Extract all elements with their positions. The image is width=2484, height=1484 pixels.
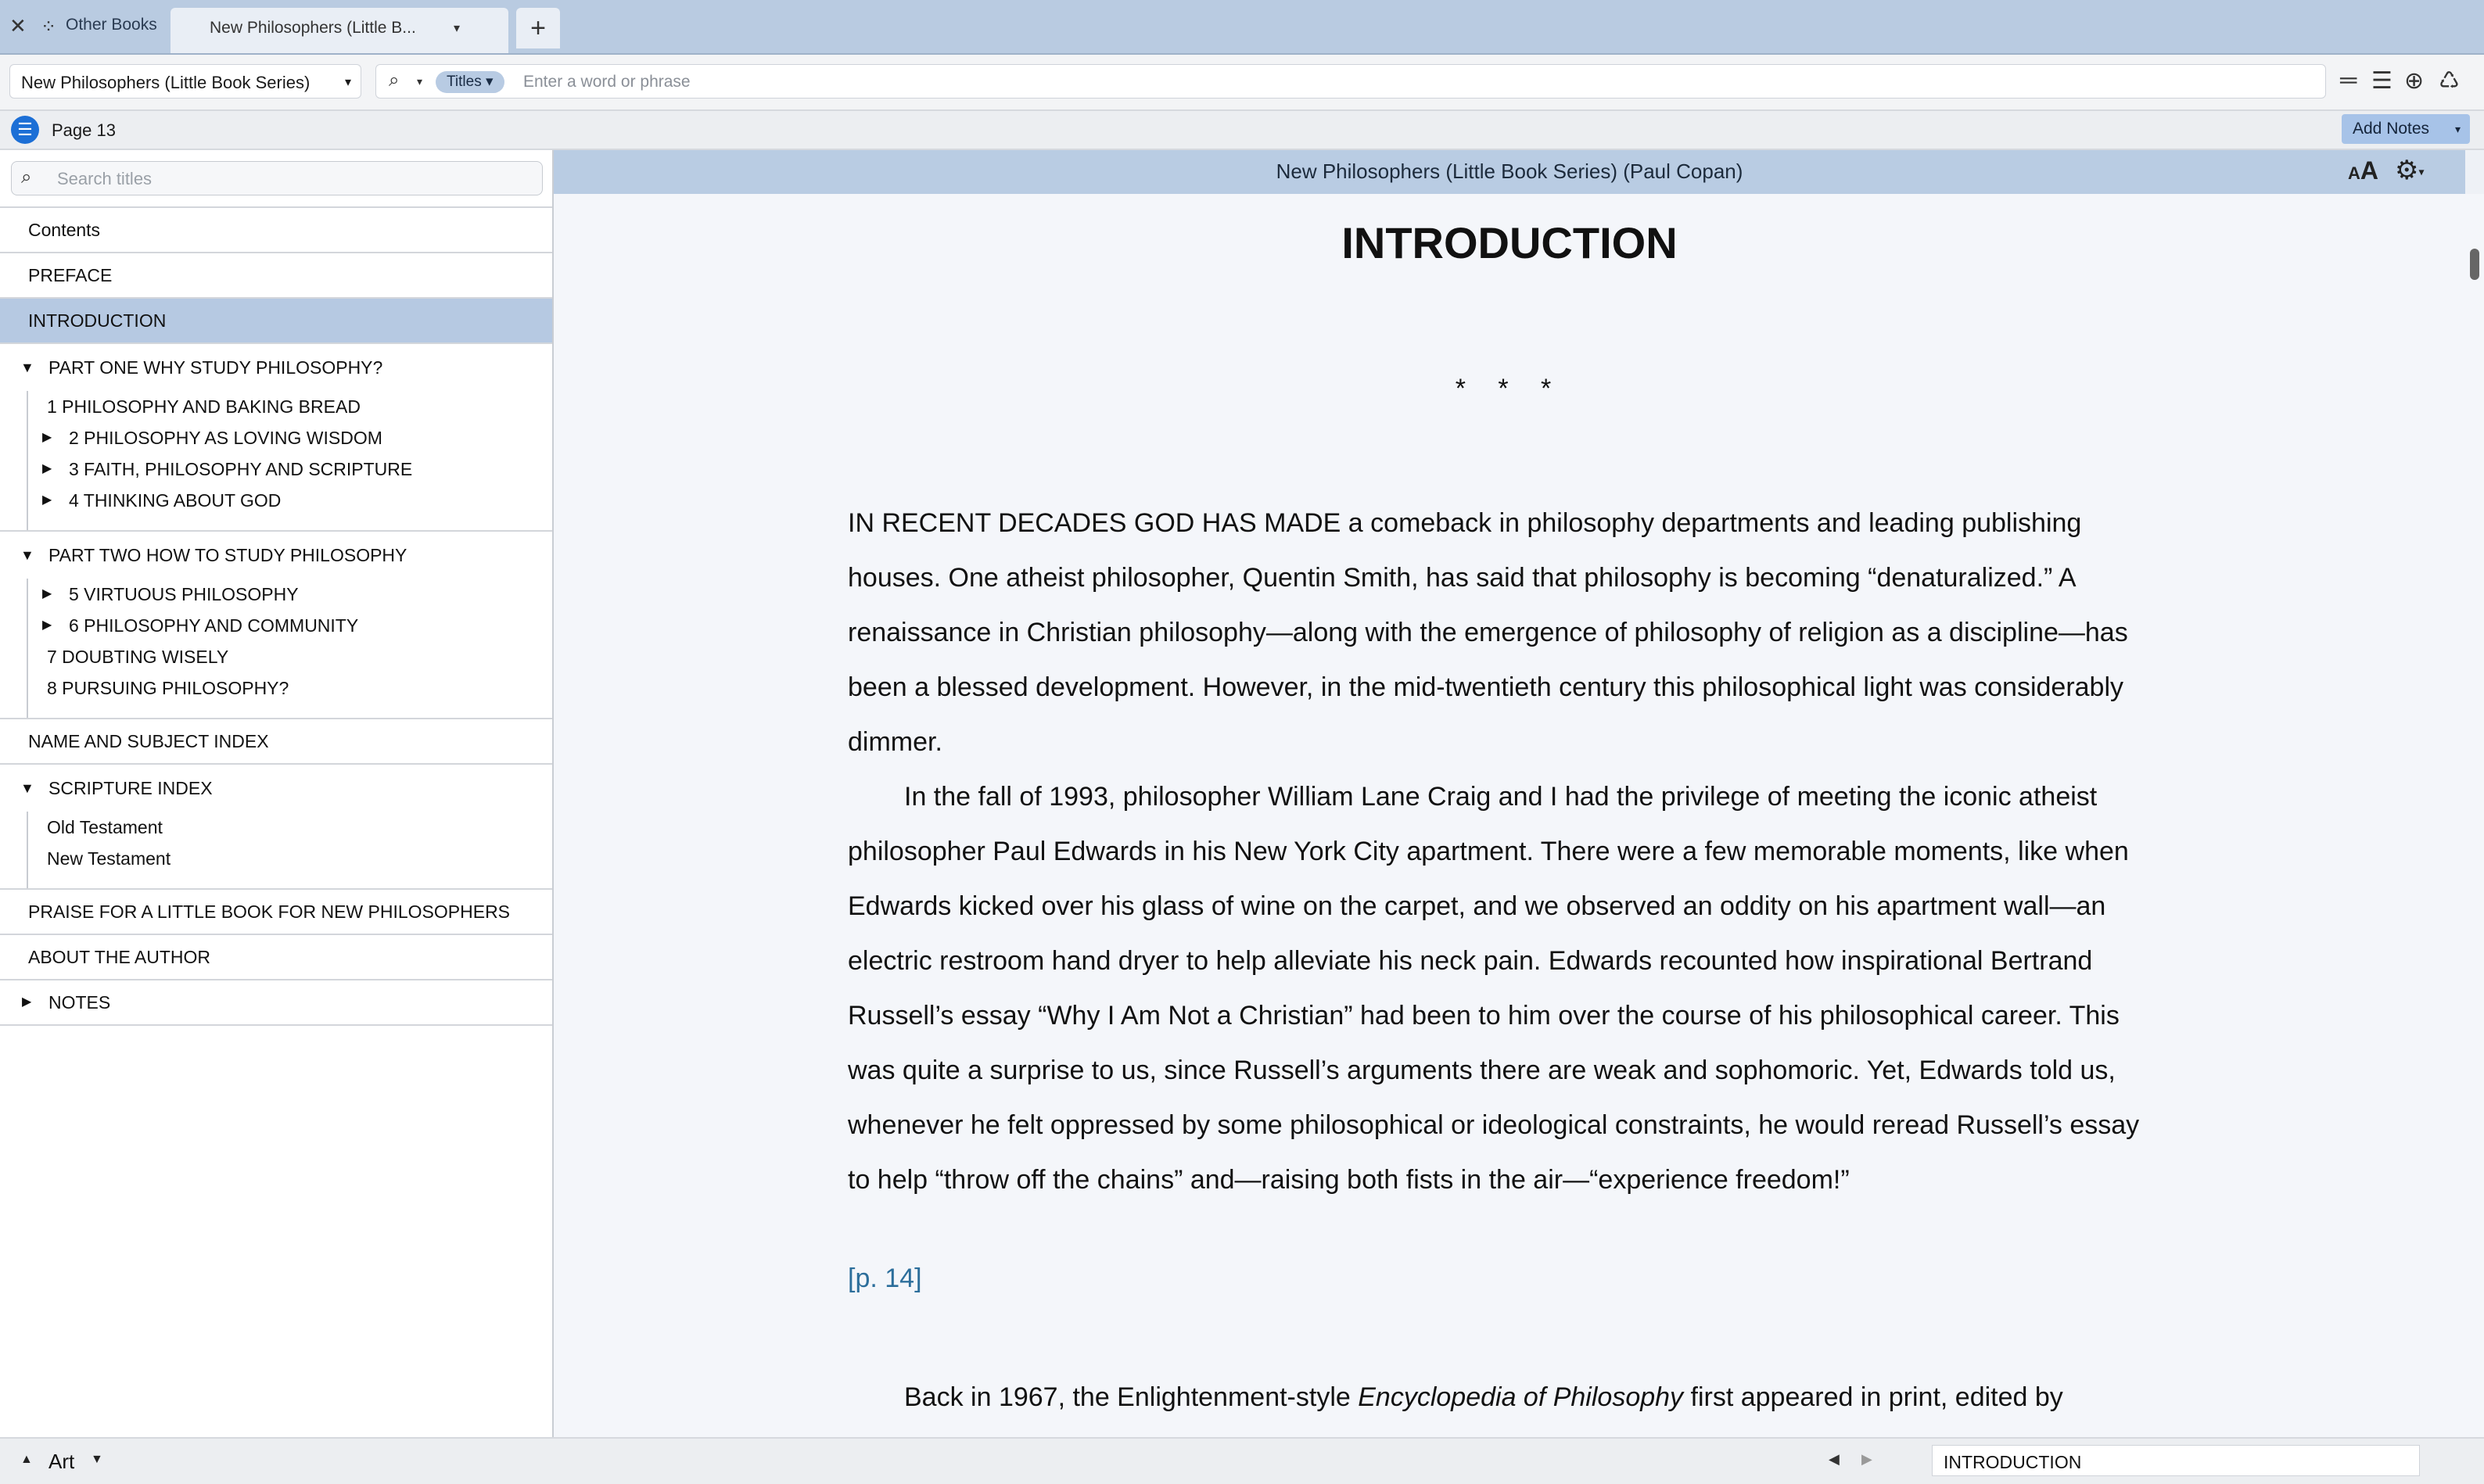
toc-part-one-children	[27, 391, 552, 530]
toc-item-chapter-5[interactable]	[28, 579, 552, 610]
add-tab-button[interactable]: +	[516, 8, 560, 48]
section-break: * * *	[1455, 374, 1564, 403]
toc-group-scripture-index	[0, 763, 552, 888]
title-search-input[interactable]	[56, 167, 528, 191]
expand-triangle-icon[interactable]: ▶	[22, 995, 32, 1009]
font-size-large-glyph: A	[2360, 156, 2378, 185]
toolbar	[0, 55, 2484, 111]
search-icon[interactable]: ⌕	[389, 70, 400, 91]
search-input[interactable]	[522, 70, 2245, 95]
paragraph	[848, 1370, 2162, 1425]
add-notes-label: Add Notes	[2353, 120, 2430, 138]
expand-triangle-icon[interactable]: ▶	[42, 493, 52, 507]
expand-triangle-icon[interactable]: ▶	[42, 431, 52, 444]
list-view-icon[interactable]: ☰	[2371, 68, 2392, 94]
book-title-italic: Encyclopedia of Philosophy	[1358, 1382, 1684, 1412]
body-text	[848, 1370, 2162, 1425]
add-circle-icon[interactable]: ⊕	[2404, 68, 2425, 94]
toc-part-two-label: PART TWO HOW TO STUDY PHILOSOPHY	[48, 545, 407, 565]
toc-item-about-author[interactable]: ABOUT THE AUTHOR	[0, 934, 552, 979]
location-field[interactable]: INTRODUCTION	[1932, 1445, 2420, 1476]
next-page-icon[interactable]: ▶	[1861, 1451, 1872, 1467]
close-icon[interactable]: ✕	[9, 14, 27, 38]
toc-item-chapter-1[interactable]: 1 PHILOSOPHY AND BAKING BREAD	[47, 396, 361, 417]
page-number: Page 13	[52, 120, 116, 140]
toc-part-one-label: PART ONE WHY STUDY PHILOSOPHY?	[48, 357, 383, 378]
toc-item-notes[interactable]	[0, 979, 552, 1024]
page-row	[0, 111, 2484, 150]
chevron-down-icon[interactable]: ▾	[454, 22, 461, 35]
toc-item-new-testament[interactable]: New Testament	[47, 848, 171, 869]
collapse-triangle-icon[interactable]: ▼	[20, 360, 34, 375]
toc-item-scripture-index[interactable]	[0, 765, 552, 812]
toc-group-part-two	[0, 530, 552, 718]
sidebar-toc	[0, 150, 554, 1437]
drag-handle-icon[interactable]: ⁘	[41, 16, 57, 38]
collapse-triangle-icon[interactable]: ▼	[20, 547, 34, 563]
chevron-down-icon[interactable]: ▼	[91, 1453, 103, 1466]
toc-chapter-2-label: 2 PHILOSOPHY AS LOVING WISDOM	[69, 428, 382, 448]
toc-item-chapter-3[interactable]	[28, 453, 552, 485]
tab-active-book[interactable]	[171, 8, 508, 53]
add-notes-button[interactable]	[2342, 114, 2470, 144]
toc-item-chapter-2[interactable]	[28, 422, 552, 453]
font-size-small-glyph: A	[2348, 163, 2360, 183]
reader-pane	[554, 194, 2465, 1437]
toc-notes-label: NOTES	[48, 992, 111, 1013]
toc-item-introduction[interactable]: INTRODUCTION	[0, 297, 552, 342]
paragraph-end: first appeared in print, edited by	[1683, 1382, 2063, 1412]
paragraph: In the fall of 1993, philosopher William Lane Craig and I had the privilege of meeting the iconic atheist philosopher Paul Edwards in his New York City apartment. There were a few memorable moments, like when Edwards kicked over his glass of wine on the carpet, and we observed an oddity on his apartment wall—an electric restroom hand dryer to help alleviate his neck pain. Edwards recounted how inspirational Bertrand Russell’s essay “Why I Am Not a Christian” had been to him over the course of his philosophical career. This was quite a surprise to us, since Russell’s arguments there are weak and sophomoric. Yet, Edwards told us, whenever he felt oppressed by some philosophical or ideological constraints, he would reread Russell’s essay to help “throw off the chains” and—raising both fists in the air—“experience freedom!”	[848, 782, 2140, 1195]
expand-triangle-icon[interactable]: ▶	[42, 618, 52, 632]
toc-item-chapter-8[interactable]: 8 PURSUING PHILOSOPHY?	[47, 678, 289, 698]
previous-page-icon[interactable]: ◀	[1829, 1451, 1840, 1467]
scrollbar-thumb[interactable]	[2470, 249, 2479, 280]
search-bar[interactable]	[375, 64, 2326, 99]
paragraph-start: Back in 1967, the Enlightenment-style	[904, 1382, 1359, 1412]
search-icon[interactable]: ⌕	[21, 167, 32, 188]
tab-active-label: New Philosophers (Little B...	[210, 19, 416, 37]
chevron-down-icon[interactable]: ▾	[417, 75, 423, 88]
gear-icon[interactable]: ⚙▾	[2395, 156, 2425, 185]
panel-label[interactable]: Art	[48, 1450, 75, 1473]
book-select-value: New Philosophers (Little Book Series)	[21, 73, 310, 92]
toc-item-chapter-6[interactable]	[28, 610, 552, 641]
chapter-title: INTRODUCTION	[1341, 218, 1678, 267]
toc-item-chapter-7[interactable]: 7 DOUBTING WISELY	[47, 647, 229, 667]
toc-item-chapter-4[interactable]	[28, 485, 552, 516]
toc-item-contents[interactable]: Contents	[0, 206, 552, 252]
toc-divider	[0, 1024, 552, 1026]
tab-other-books[interactable]: Other Books	[66, 16, 157, 34]
reader-scrollbar[interactable]	[2465, 194, 2484, 1437]
tab-bar	[0, 0, 2484, 55]
toc-chapter-3-label: 3 FAITH, PHILOSOPHY AND SCRIPTURE	[69, 459, 413, 479]
toc-item-old-testament[interactable]: Old Testament	[47, 817, 163, 837]
search-scope-label: Titles	[447, 73, 482, 90]
search-scope-pill[interactable]: Titles ▾	[436, 71, 504, 93]
toc-list	[0, 206, 552, 1026]
reader-title: New Philosophers (Little Book Series) (Paul Copan)	[1276, 160, 1743, 183]
chevron-down-icon: ▾	[2454, 123, 2461, 135]
toc-toggle-icon[interactable]: ☰	[11, 116, 39, 144]
recycle-icon[interactable]: ♺	[2439, 68, 2460, 94]
toc-item-name-index[interactable]: NAME AND SUBJECT INDEX	[0, 718, 552, 763]
toc-scripture-children	[27, 812, 552, 888]
toc-item-praise[interactable]: PRAISE FOR A LITTLE BOOK FOR NEW PHILOSOPHERS	[0, 888, 552, 934]
toc-group-part-one	[0, 342, 552, 530]
body-text	[848, 496, 2162, 1207]
toc-scripture-index-label: SCRIPTURE INDEX	[48, 778, 213, 798]
page-marker-link[interactable]: [p. 14]	[848, 1264, 922, 1293]
chevron-up-icon[interactable]: ▲	[20, 1453, 33, 1466]
toc-item-part-two[interactable]	[0, 532, 552, 579]
collapse-triangle-icon[interactable]: ▼	[20, 780, 34, 796]
reader-header	[554, 150, 2465, 194]
book-select[interactable]	[9, 64, 361, 99]
title-search[interactable]	[11, 161, 543, 195]
toc-item-preface[interactable]: PREFACE	[0, 252, 552, 297]
toc-item-part-one[interactable]	[0, 344, 552, 391]
toc-chapter-4-label: 4 THINKING ABOUT GOD	[69, 490, 282, 511]
single-column-icon[interactable]: ═	[2340, 67, 2357, 93]
paragraph: IN RECENT DECADES GOD HAS MADE a comeback in philosophy departments and leading publishing houses. One atheist philosopher, Quentin Smith, has said that philosophy is becoming “denaturalized.” A renaissance in Christian philosophy—along with the emergence of philosophy of religion as a discipline—has been a blessed development. However, in the mid-twentieth century this philosophical light was considerably dimmer.	[848, 508, 2128, 757]
expand-triangle-icon[interactable]: ▶	[42, 587, 52, 600]
toc-part-two-children	[27, 579, 552, 718]
status-bar	[0, 1437, 2484, 1484]
chevron-down-icon: ▾	[344, 76, 351, 89]
font-size-icon[interactable]	[2348, 156, 2378, 185]
expand-triangle-icon[interactable]: ▶	[42, 462, 52, 475]
toc-chapter-5-label: 5 VIRTUOUS PHILOSOPHY	[69, 584, 299, 604]
toc-chapter-6-label: 6 PHILOSOPHY AND COMMUNITY	[69, 615, 359, 636]
